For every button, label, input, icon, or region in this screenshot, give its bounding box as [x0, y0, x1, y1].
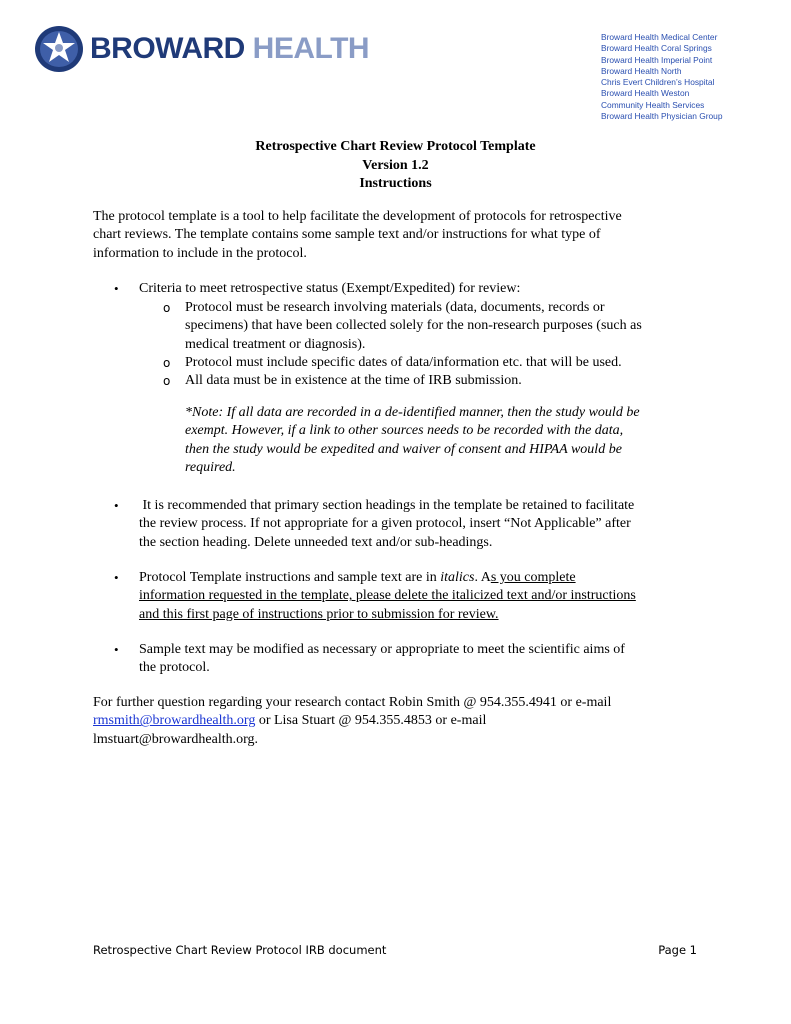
sub-text: Protocol must be research involving materials (data, documents, records or specimens) that have been collected solely for the non-research purposes (such as medical treatment or diagnosis). [185, 300, 642, 352]
document-title [0, 138, 791, 194]
bullet-text: Criteria to meet retrospective status (Exempt/Expedited) for review: [139, 281, 521, 296]
intro-line: The protocol template is a tool to help facilitate the development of protocols for retrospective [93, 209, 622, 224]
bullet-text: Sample text may be modified as necessary or appropriate to meet the scientific aims of the protocol. [139, 642, 625, 676]
logo-wordmark: BROWARD HEALTH [90, 32, 370, 65]
facility-item: Chris Evert Children’s Hospital [601, 77, 715, 88]
version-line: Version 1.2 [362, 157, 429, 173]
facility-item: Broward Health Coral Springs [601, 43, 712, 54]
footer-doc-title: Retrospective Chart Review Protocol IRB document [93, 943, 387, 957]
page-number: Page 1 [658, 943, 697, 957]
broward-health-logo [34, 24, 370, 74]
intro-line: chart reviews. The template contains some sample text and/or instructions for what type of [93, 227, 601, 243]
sub-text: All data must be in existence at the time of IRB submission. [185, 373, 522, 388]
facility-item: Broward Health Medical Center [601, 32, 718, 42]
intro-line: information to include in the protocol. [93, 245, 307, 261]
bullet-marker: • [114, 498, 119, 513]
bullet-marker: • [114, 642, 119, 657]
bullet-text: It is recommended that primary section headings in the template be retained to facilitate the review process. If not appropriate for a given protocol, insert “Not Applicable” after the section heading. Delete unneeded text and/or sub-headings. [139, 498, 635, 550]
email-link-rmsmith[interactable]: rmsmith@browardhealth.org [93, 713, 256, 729]
instructions-heading: Instructions [359, 176, 432, 191]
bullet-sample-text [93, 641, 703, 681]
title-line: Retrospective Chart Review Protocol Template [255, 139, 536, 154]
facility-item: Broward Health Imperial Point [601, 54, 713, 65]
bullet-marker: • [114, 570, 119, 585]
facility-item: Broward Health Weston [601, 88, 690, 99]
facility-list [601, 32, 723, 122]
exempt-note: *Note: If all data are recorded in a de-identified manner, then the study would be exempt. However, if a link to other sources needs to be recorded with the data, then the study would be expedited and waiver of consent and HIPAA would be required. [185, 405, 640, 476]
bullet-section-headings [93, 497, 703, 557]
sub-marker: o [163, 356, 171, 370]
bullet-marker: • [114, 281, 119, 296]
bullet-italics-instructions [93, 569, 703, 629]
star-emblem-icon [34, 24, 90, 74]
sub-marker: o [163, 374, 171, 388]
sub-marker: o [163, 301, 171, 315]
bullet-text: Protocol Template instructions and sample text are in italics. As you complete information requested in the template, please delete the italicized text and/or instructions and this first page of instructions prior to submission for review. [139, 570, 636, 622]
facility-item: Broward Health North [601, 65, 682, 76]
bullet-criteria [93, 280, 703, 480]
facility-item: Broward Health Physician Group [601, 111, 723, 122]
facility-item: Community Health Services [601, 99, 705, 110]
intro-paragraph [93, 208, 703, 263]
contact-paragraph: For further question regarding your research contact Robin Smith @ 954.355.4941 or e-mail rmsmith@browardhealth.org or Lisa Stuart @ 954.355.4853 or e-mail lmstuart@browardhealth.org. [93, 695, 612, 747]
sub-text: Protocol must include specific dates of data/information etc. that will be used. [185, 355, 622, 370]
